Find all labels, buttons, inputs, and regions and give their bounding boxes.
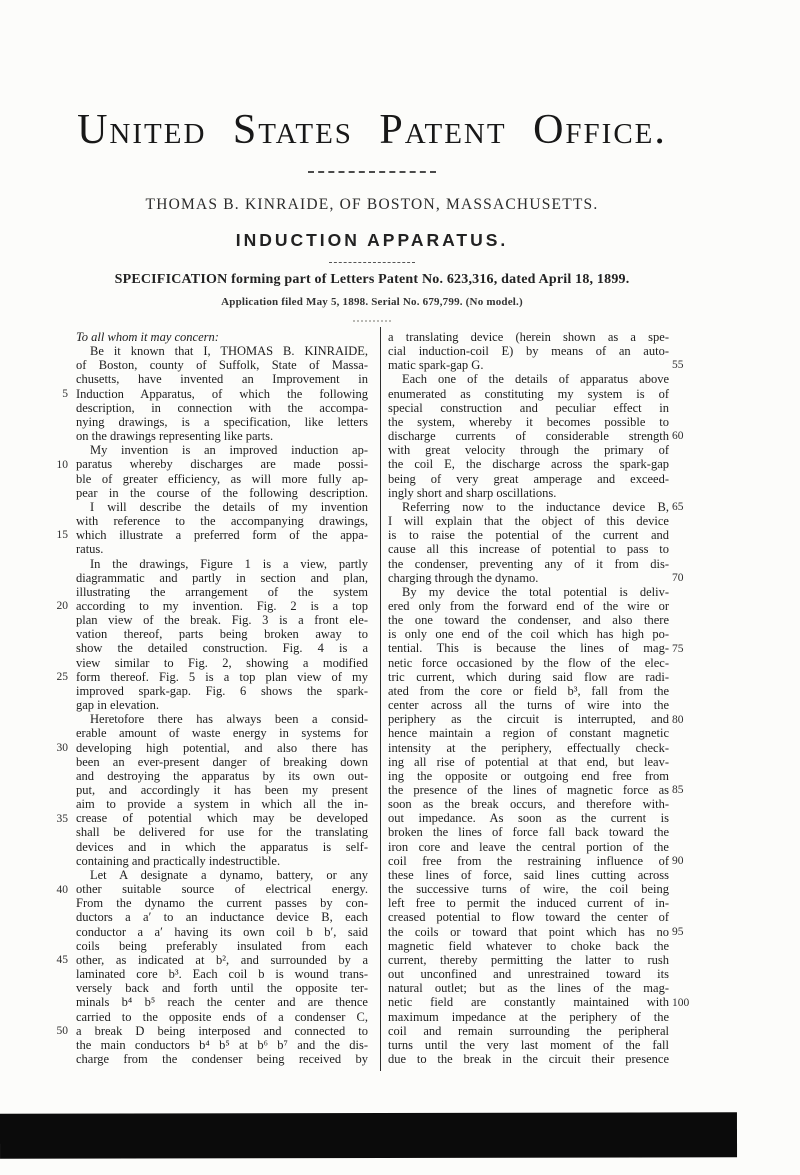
line-number: 90 [672, 855, 684, 868]
text-line: broken the lines of force fall back toward the [388, 825, 669, 840]
line-number: 20 [56, 600, 68, 613]
text-line: chusetts, have invented an Improvement in [76, 372, 368, 387]
text-line: the successive turns of wire, the coil being [388, 882, 669, 897]
text-line: a translating device (herein shown as a spe- [388, 330, 669, 344]
text-line: out unconfined and unrestrained toward its [388, 967, 669, 982]
line-number: 30 [56, 741, 68, 754]
text-line: gap in elevation. [76, 698, 159, 713]
text-line: ingly short and sharp oscillations. [388, 485, 557, 500]
line-number: 35 [56, 812, 68, 825]
text-line: crease of potential which may be developed [76, 811, 368, 826]
text-line: center across all the turns of wire into the [388, 698, 669, 713]
text-line: Heretofore there has always been a consid- [90, 712, 368, 727]
line-number: 60 [672, 430, 684, 443]
text-line: the main conductors b⁴ b⁵ at b⁶ b⁷ and the dis- [76, 1037, 368, 1052]
text-line: I will explain that the object of this device [388, 514, 669, 529]
text-line: coil free from the restraining influence of [388, 853, 669, 868]
text-line: the one toward the condenser, and also there [388, 613, 669, 628]
text-line: is only one end of the coil which has high po- [388, 627, 669, 642]
text-line: erable amount of waste energy in systems for [76, 726, 368, 741]
text-line: In the drawings, Figure 1 is a view, partly [90, 556, 368, 571]
text-line: improved spark-gap. Fig. 6 shows the spark- [76, 683, 368, 698]
text-line: Referring now to the inductance device B, [402, 499, 669, 514]
line-number: 5 [62, 387, 68, 400]
text-line: form thereof. Fig. 5 is a top plan view of my [76, 669, 368, 684]
text-line: soon as the break occurs, and therefore with- [388, 797, 669, 812]
text-line: I will describe the details of my invention [90, 499, 368, 514]
line-number: 100 [672, 996, 690, 1009]
text-line: the presence of the lines of magnetic force as [388, 783, 669, 797]
line-number: 50 [56, 1025, 68, 1038]
text-line: developing high potential, and also there has [76, 740, 368, 755]
text-line: By my device the total potential is deliv- [402, 584, 669, 599]
application-line: Application filed May 5, 1898. Serial No. 679,799. (No model.) [221, 296, 523, 308]
text-line: pear in the course of the following description. [76, 485, 368, 500]
text-line: tential. This is because the lines of mag- [388, 641, 669, 656]
text-line: other suitable source of electrical energy. [76, 882, 368, 897]
text-line: with great velocity through the primary of [388, 443, 669, 458]
line-number: 10 [56, 458, 68, 471]
text-line: with reference to the accompanying drawings, [76, 514, 368, 529]
text-line: which illustrate a preferred form of the appa- [76, 528, 368, 543]
line-number: 45 [56, 954, 68, 967]
text-line: versely back and forth until the opposite ter- [76, 981, 368, 996]
patent-office-title: United States Patent Office. [77, 107, 667, 153]
text-line: intensity at the periphery, effectually check- [388, 740, 669, 755]
text-line: shall be delivered for use for the translating [76, 825, 368, 840]
text-line: description, in connection with the accompa- [76, 400, 368, 415]
text-line: natural outlet; but as the lines of the mag- [388, 981, 669, 996]
text-line: conductor a a′ having its own coil b b′, said [76, 924, 368, 939]
text-line: My invention is an improved induction ap- [90, 443, 368, 458]
text-line: ductors a a′ to an inductance device B, each [76, 910, 368, 925]
text-line: current, thereby permitting the latter to rush [388, 952, 669, 967]
text-line: these lines of force, said lines cutting across [388, 867, 669, 882]
text-line: vation thereof, parts being broken away to [76, 627, 368, 642]
text-line: the coil E, the discharge across the spark-gap [388, 457, 669, 472]
text-line: ing the opposite or outgoing end free from [388, 768, 669, 783]
text-line: containing and practically indestructible. [76, 853, 281, 868]
text-line: ble of greater efficiency, as will more fully ap- [76, 471, 368, 486]
text-line: plan view of the break. Fig. 3 is a front ele- [76, 613, 368, 628]
text-line: magnetic field whatever to choke back the [388, 938, 669, 953]
text-line: periphery as the circuit is interrupted, and [388, 712, 669, 727]
text-line: the system, whereby it becomes possible to [388, 414, 669, 429]
text-line: been an ever-present danger of breaking down [76, 754, 368, 769]
text-line: hence maintain a region of constant magnetic [388, 726, 669, 741]
text-line: the coils or toward that point which has no [388, 924, 669, 939]
text-line: tric current, which during said flow are radi- [388, 669, 669, 684]
text-line: and destroying the apparatus by its own out- [76, 768, 368, 783]
text-line: maximum impedance at the periphery of the [388, 1009, 669, 1024]
text-line: cause all this increase of potential to pass to [388, 542, 669, 557]
text-line: creased potential to flow toward the center of [388, 910, 669, 925]
text-line: ratus. [76, 542, 104, 557]
text-line: iron core and leave the central portion of the [388, 839, 669, 854]
text-line: charging through the dynamo. [388, 570, 539, 585]
text-line: Be it known that I, THOMAS B. KINRAIDE, [90, 344, 368, 359]
text-line: carried to the opposite ends of a condenser C, [76, 1009, 368, 1024]
title-rule [329, 262, 415, 263]
line-number: 70 [672, 571, 684, 584]
text-line: ing all rise of potential at that end, but leav- [388, 754, 669, 769]
inventor-line: THOMAS B. KINRAIDE, OF BOSTON, MASSACHUSETTS. [145, 196, 599, 213]
text-line: view similar to Fig. 2, showing a modified [76, 655, 368, 670]
text-line: discharge currents of considerable strength [388, 429, 669, 444]
text-line: ered only from the forward end of the wire or [388, 598, 669, 613]
text-line: put, and accordingly it has been my present [76, 783, 368, 797]
text-line: according to my invention. Fig. 2 is a top [76, 598, 368, 613]
line-number: 95 [672, 926, 684, 939]
text-line: special construction and peculiar effect in [388, 400, 669, 415]
section-dots-rule [353, 320, 391, 322]
text-line: illustrating the arrangement of the system [76, 584, 368, 599]
text-line: out impedance. As soon as the current is [388, 811, 669, 826]
right-text-column [388, 330, 669, 1066]
text-line: paratus whereby discharges are made possi- [76, 457, 368, 472]
line-number: 40 [56, 883, 68, 896]
line-number: 85 [672, 784, 684, 797]
left-margin-line-numbers [40, 330, 68, 1070]
text-line: From the dynamo the current passes by con- [76, 896, 368, 911]
header-dashed-rule [308, 171, 436, 173]
text-line: the condenser, preventing any of it from dis- [388, 556, 669, 571]
patent-title: INDUCTION APPARATUS. [235, 230, 509, 250]
text-line: being of very great amperage and exceed- [388, 471, 669, 486]
line-number: 75 [672, 642, 684, 655]
text-line: aim to provide a system in which all the in- [76, 797, 368, 812]
left-text-column [76, 330, 368, 1066]
text-line: turns until the very last moment of the fall [388, 1037, 669, 1052]
specification-line: SPECIFICATION forming part of Letters Patent No. 623,316, dated April 18, 1899. [114, 272, 630, 287]
line-number: 15 [56, 529, 68, 542]
text-line: ated from the core or field b³, fall from the [388, 683, 669, 698]
text-line: matic spark-gap G. [388, 358, 484, 373]
text-line: Induction Apparatus, of which the following [76, 386, 368, 401]
text-line: diagrammatic and partly in section and plan, [76, 570, 368, 585]
text-line: a break D being interposed and connected to [76, 1023, 368, 1038]
text-line: netic field are constantly maintained with [388, 995, 669, 1010]
text-line: Let A designate a dynamo, battery, or any [90, 867, 368, 882]
text-line: of Boston, county of Suffolk, State of Massa- [76, 358, 368, 373]
text-line: To all whom it may concern: [76, 330, 219, 344]
text-line: Each one of the details of apparatus above [402, 372, 669, 387]
text-line: nying drawings, is a specification, like letters [76, 414, 368, 429]
scan-artifact-bar [0, 1112, 737, 1159]
text-line: is to raise the potential of the current and [388, 528, 669, 543]
text-line: coils being preferably insulated from each [76, 938, 368, 953]
text-line: due to the break in the circuit their presence [388, 1051, 669, 1066]
text-line: charge from the condenser being received by [76, 1051, 368, 1066]
text-line: left free to permit the induced current of in- [388, 896, 669, 911]
text-line: enumerated as constituting my system is of [388, 386, 669, 401]
line-number: 80 [672, 713, 684, 726]
line-number: 55 [672, 359, 684, 372]
line-number: 25 [56, 671, 68, 684]
text-line: coil and remain surrounding the peripheral [388, 1023, 669, 1038]
text-line: devices and in which the apparatus is self- [76, 839, 368, 854]
text-line: on the drawings representing like parts. [76, 429, 274, 444]
column-divider-rule [380, 327, 381, 1071]
text-line: minals b⁴ b⁵ reach the center and are thence [76, 995, 368, 1010]
text-line: show the detailed construction. Fig. 4 is a [76, 641, 368, 656]
right-margin-line-numbers [672, 330, 704, 1070]
text-line: netic force occasioned by the flow of the elec- [388, 655, 669, 670]
text-line: cial induction-coil E) by means of an auto- [388, 344, 669, 359]
text-line: other, as indicated at b², and surrounded by a [76, 952, 368, 967]
line-number: 65 [672, 501, 684, 514]
text-line: laminated core b³. Each coil b is wound trans- [76, 967, 368, 982]
